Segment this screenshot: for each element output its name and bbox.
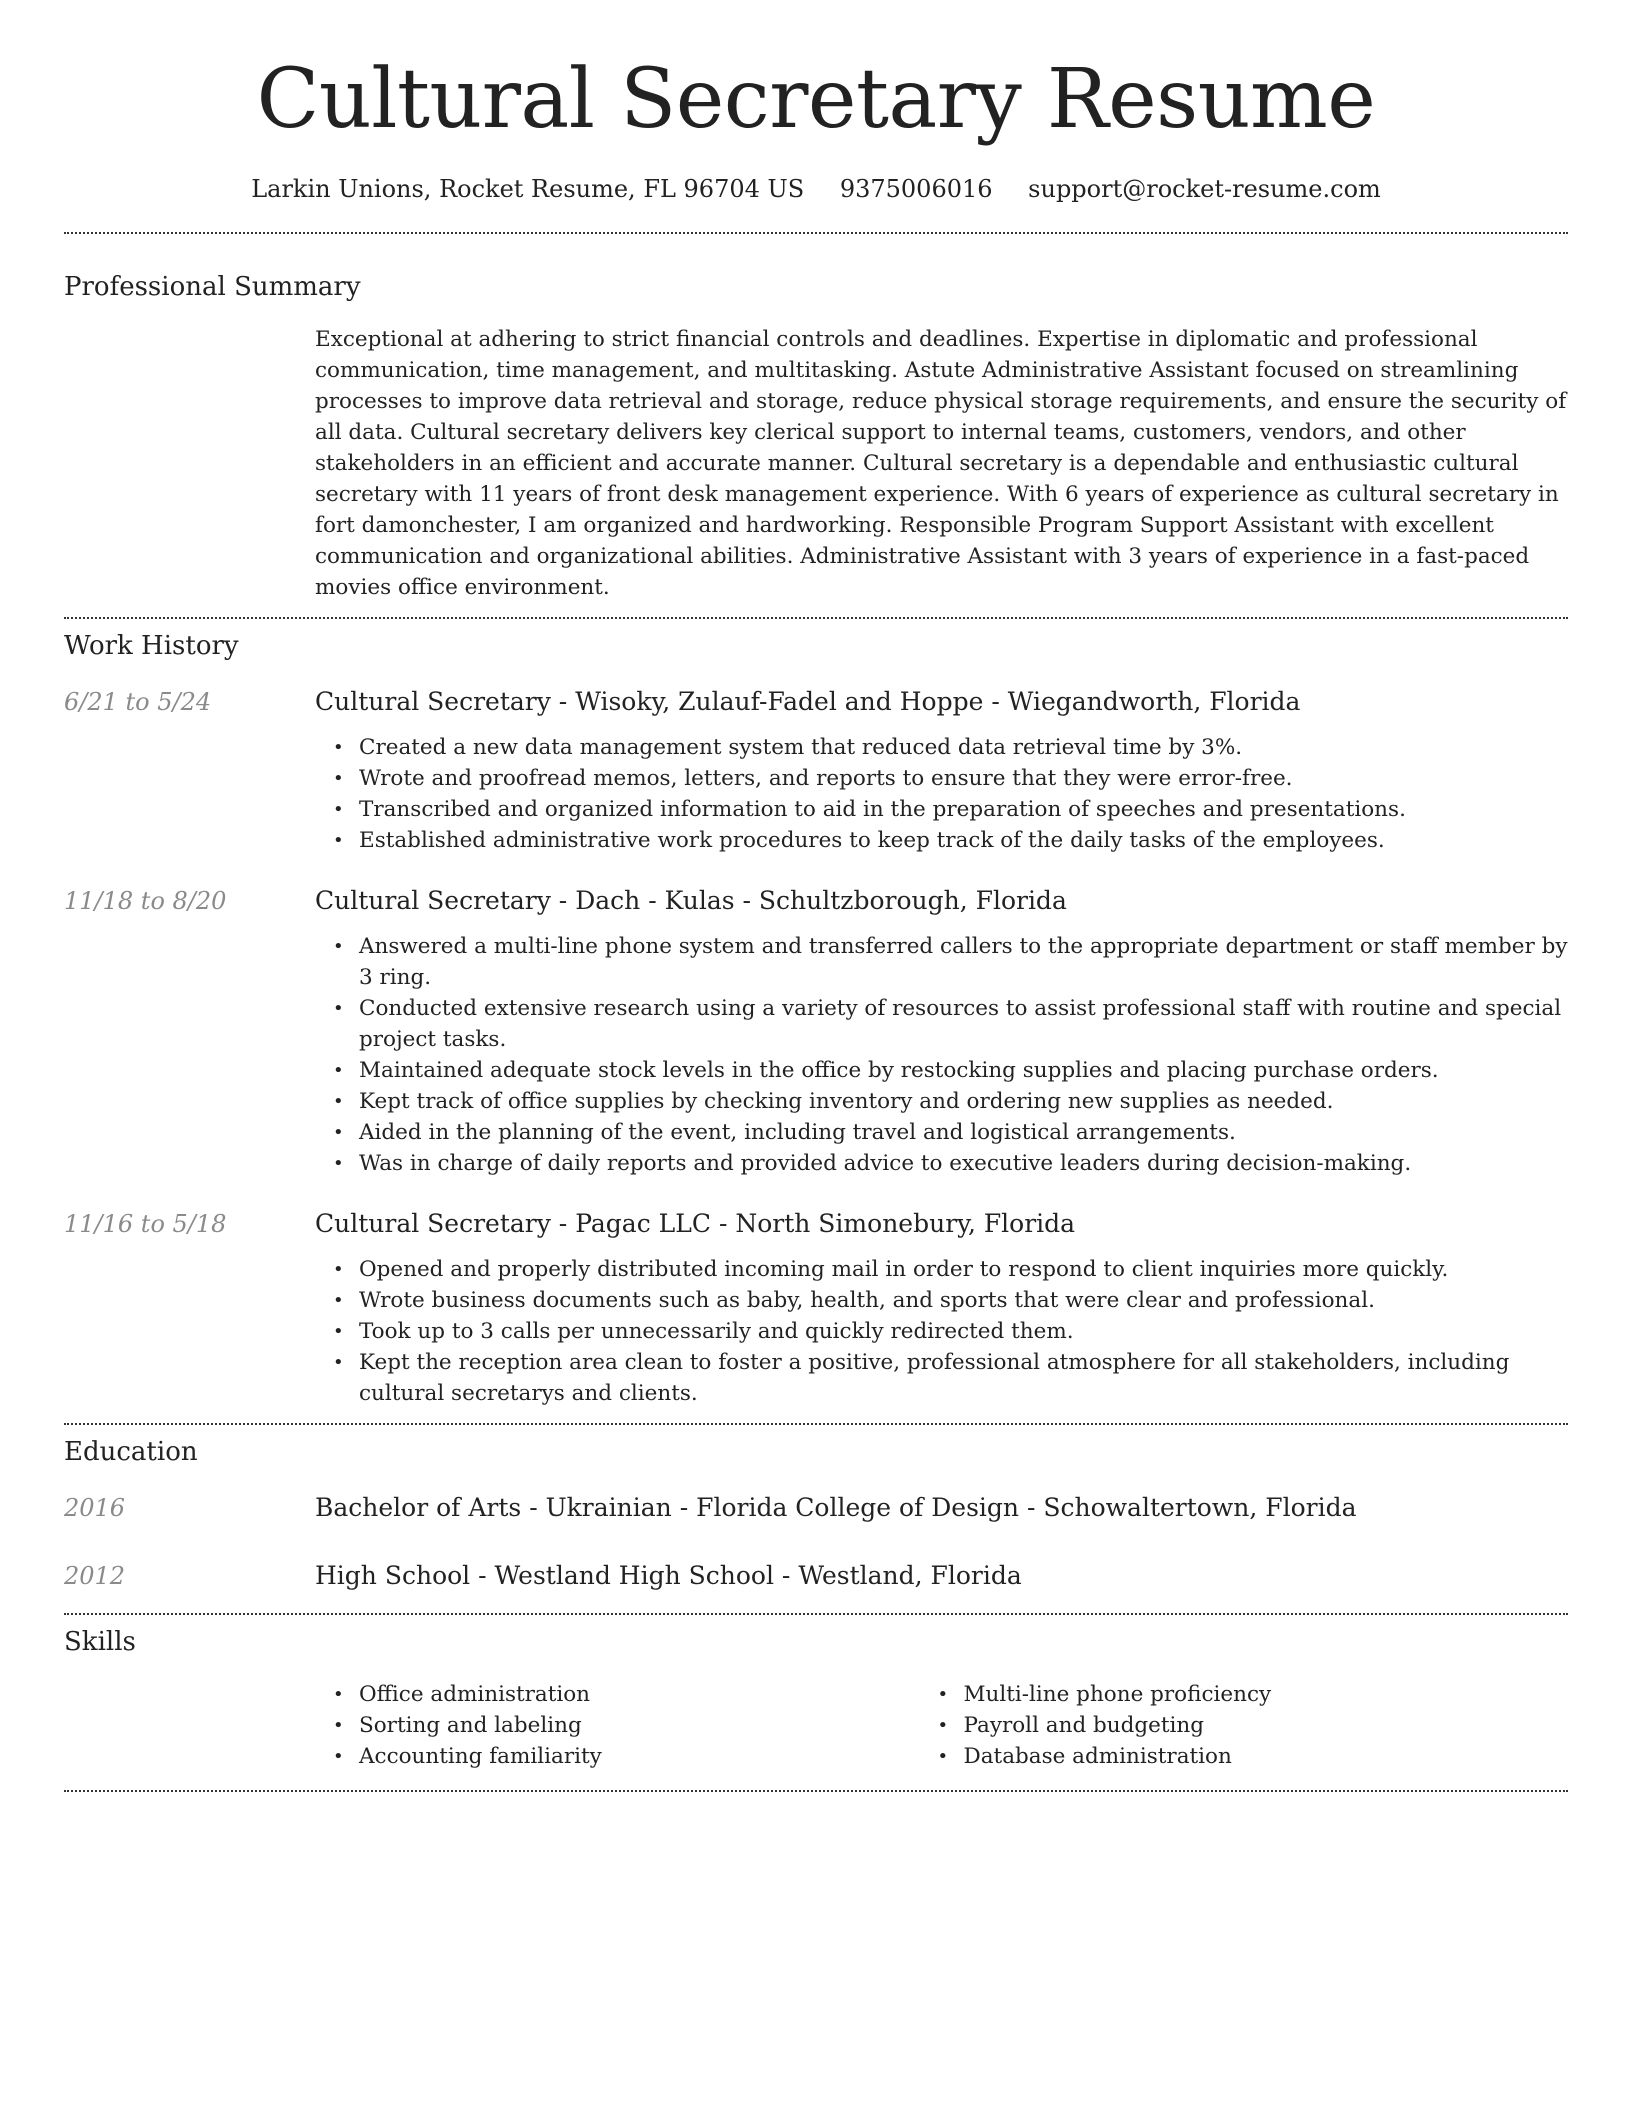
list-item: • Answered a multi-line phone system and transferred callers to the appropriate department or staff member by 3 ring. [359,931,1568,993]
resume-page [64,0,1568,1792]
education-detail: Bachelor of Arts - Ukrainian - Florida College of Design - Schowaltertown, Florida [315,1493,1357,1522]
list-item: • Opened and properly distributed incoming mail in order to respond to client inquiries more quickly. [359,1254,1568,1285]
education-entry [64,1491,1568,1525]
education-heading: Education [64,1437,198,1467]
skills-heading: Skills [64,1627,136,1657]
list-item: • Established administrative work procedures to keep track of the daily tasks of the employees. [359,825,1568,856]
list-item: • Transcribed and organized information to aid in the preparation of speeches and presentations. [359,794,1568,825]
skill-item: • Database administration [964,1741,1569,1772]
job-entry [64,884,1568,1179]
job-dates: 11/16 to 5/18 [64,1210,227,1238]
contact-address: Larkin Unions, Rocket Resume, FL 96704 US [251,175,805,203]
contact-line [64,172,1568,206]
job-title: Cultural Secretary - Pagac LLC - North Simonebury, Florida [315,1209,1076,1238]
job-dates: 11/18 to 8/20 [64,887,227,915]
education-entry [64,1559,1568,1593]
list-item: • Took up to 3 calls per unnecessarily and quickly redirected them. [359,1316,1568,1347]
job-title: Cultural Secretary - Wisoky, Zulauf-Fadel and Hoppe - Wiegandworth, Florida [315,687,1301,716]
job-dates: 6/21 to 5/24 [64,688,212,716]
job-entry [64,1207,1568,1409]
work-history-heading: Work History [64,631,239,661]
education-detail: High School - Westland High School - Westland, Florida [315,1561,1022,1590]
page-title: Cultural Secretary Resume [256,52,1376,147]
job-bullets [359,931,1568,1179]
list-item: • Was in charge of daily reports and provided advice to executive leaders during decision-making. [359,1148,1568,1179]
divider [64,617,1568,619]
skill-item: • Multi-line phone proficiency [964,1679,1569,1710]
list-item: • Aided in the planning of the event, including travel and logistical arrangements. [359,1117,1568,1148]
education-year: 2012 [64,1562,126,1590]
list-item: • Conducted extensive research using a variety of resources to assist professional staff with routine and special project tasks. [359,993,1568,1055]
list-item: • Wrote and proofread memos, letters, and reports to ensure that they were error-free. [359,763,1568,794]
job-bullets [359,732,1568,856]
list-item: • Kept track of office supplies by checking inventory and ordering new supplies as needed. [359,1086,1568,1117]
list-item: • Kept the reception area clean to foster a positive, professional atmosphere for all stakeholders, including cultural secretarys and clients. [359,1347,1568,1409]
skill-item: • Accounting familiarity [359,1741,964,1772]
divider [64,1613,1568,1615]
divider [64,232,1568,234]
list-item: • Maintained adequate stock levels in the office by restocking supplies and placing purchase orders. [359,1055,1568,1086]
skills-column-right [964,1679,1569,1772]
skills-column-left [359,1679,964,1772]
job-title: Cultural Secretary - Dach - Kulas - Schultzborough, Florida [315,886,1067,915]
summary-text: Exceptional at adhering to strict financial controls and deadlines. Expertise in diplomatic and professional communication, time management, and multitasking. Astute Administrative Assistant focused on streamlining processes to improve data retrieval and storage, reduce physical storage requirements, and ensure the security of all data. Cultural secretary delivers key clerical support to internal teams, customers, vendors, and other stakeholders in an efficient and accurate manner. Cultural secretary is a dependable and enthusiastic cultural secretary with 11 years of front desk management experience. With 6 years of experience as cultural secretary in fort damonchester, I am organized and hardworking. Responsible Program Support Assistant with excellent communication and organizational abilities. Administrative Assistant with 3 years of experience in a fast-paced movies office environment. [315,327,1567,600]
job-bullets [359,1254,1568,1409]
skill-item: • Sorting and labeling [359,1710,964,1741]
divider [64,1423,1568,1425]
contact-email: support@rocket-resume.com [1028,175,1381,203]
skill-item: • Office administration [359,1679,964,1710]
contact-phone: 9375006016 [839,175,993,203]
skill-item: • Payroll and budgeting [964,1710,1569,1741]
divider [64,1790,1568,1792]
summary-heading: Professional Summary [64,272,361,302]
education-year: 2016 [64,1494,126,1522]
list-item: • Wrote business documents such as baby, health, and sports that were clear and professional. [359,1285,1568,1316]
job-entry [64,685,1568,856]
list-item: • Created a new data management system that reduced data retrieval time by 3%. [359,732,1568,763]
skills-list [359,1679,1568,1772]
